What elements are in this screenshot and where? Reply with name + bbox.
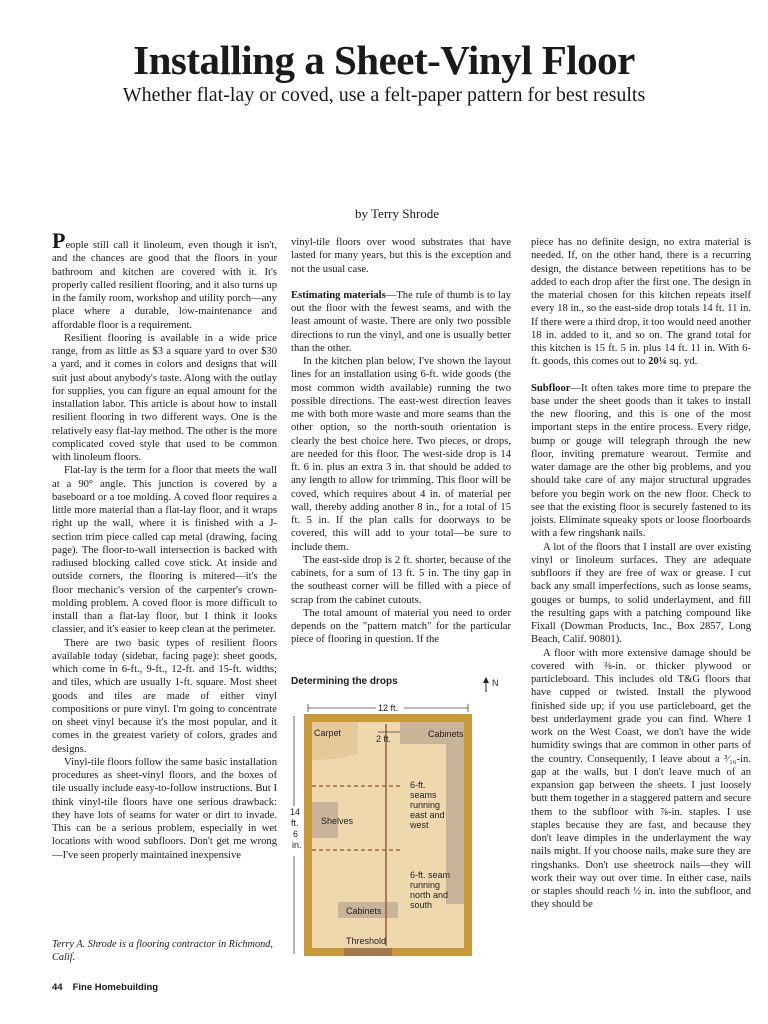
paragraph: A lot of the floors that I install are over existing vinyl or linoleum surfaces. They are adequate subfloors if they are free of wax or grease. I cut back any small imperfections, such as loose seams, gouges or bumps, to solid underlayment, and fill the resulting gaps with a patching compound like Fixall (Dowman Products, Inc., Box 2857, Long Beach, Calif. 90801). — [531, 541, 751, 646]
height-label: 6 — [293, 829, 299, 839]
paragraph: There are two basic types of resilient floors available today (sidebar, facing page): sheet goods, which come in 6-ft., 9-ft., 12-ft. and 15-ft. widths; and tiles, which are usually 1-ft. square. Most sheet goods and tiles are made of either vinyl compositions or pure vinyl. I'm going to concentrate on sheet vinyl because it's the most popular, and it comes in the greatest variety of colors, grades and designs. — [52, 637, 277, 755]
total-value: 20¼ — [648, 356, 667, 368]
paragraph — [531, 382, 751, 541]
height-label: ft. — [291, 818, 299, 828]
article-title: Installing a Sheet-Vinyl Floor — [133, 37, 635, 83]
paragraph: Resilient flooring is available in a wide price range, from as little as $3 a square yard to over $30 a yard, and it comes in colors and designs that will suit just about anybody's taste. Along with the outlay for supplies, you can figure an equal amount for the installation labor. This article is about how to install resilient flooring in two different ways. One is the relatively easy flat-lay method. The other is the more complicated coved style that used to be common with linoleum floors. — [52, 332, 277, 463]
label-ew-note: west — [410, 820, 429, 830]
label-ns-note: running — [410, 880, 441, 890]
height-label: in. — [292, 840, 302, 850]
label-ns-note: north and — [410, 890, 449, 900]
paragraph-text: —It often takes more time to prepare the base under the sheet goods than it takes to install the new flooring, and this is one of the most important steps in the entire process. Every ridge, bump or gouge will telegraph through the new floor, inviting premature wearout. Termite and water damage are the other big problems, and you should take care of any major structural upgrades before you begin work on the new floor. Check to see that the existing floor is securely fastened to its joists. Eliminate squeaky spots or loose floorboards with a few ringshank nails. — [531, 382, 751, 540]
paragraph: vinyl-tile floors over wood substrates that have lasted for many years, but this is the exception and not the usual case. — [291, 237, 511, 275]
paragraph — [291, 289, 511, 355]
magazine-name: Fine Homebuilding — [72, 982, 159, 993]
paragraph-text: —The rule of thumb is to lay out the floor with the fewest seams, and with the least amount of waste. There are only two possible directions to run the vinyl, and one is usually better than the other. — [291, 289, 511, 354]
folio — [52, 982, 168, 993]
north-label: N — [492, 678, 499, 688]
width-label: 12 ft. — [378, 703, 399, 713]
column-3 — [531, 236, 751, 912]
label-ew-note: 6-ft. — [410, 780, 426, 790]
label-carpet: Carpet — [314, 728, 342, 738]
drop-cap: P — [52, 228, 66, 253]
label-cabinets-top: Cabinets — [428, 729, 464, 739]
author-bio: Terry A. Shrode is a flooring contractor in Richmond, Calif. — [52, 939, 274, 963]
section-head: Subfloor — [531, 382, 571, 394]
paragraph-text: piece has no definite design, no extra material is needed. If, on the other hand, there is a recurring design, the distance between repetitions has to be added to each drop after the first one. The design in the material chosen for this kitchen repeats itself every 18 in., so the east-side drop totals 14 ft. 11 in. If there were a third drop, it too would need another 18 in. added to it, and so on. The grand total for this kitchen is 15 ft. 5 in. plus 14 ft. 11 in. With 6-ft. goods, this comes out to — [531, 237, 751, 368]
paragraph — [52, 228, 277, 332]
threshold — [344, 948, 392, 956]
kitchen-plan-diagram — [288, 674, 512, 961]
byline: by Terry Shrode — [355, 206, 440, 221]
paragraph — [531, 236, 751, 369]
paragraph: The total amount of material you need to order depends on the "pattern match" for the particular piece of flooring in question. If the — [291, 607, 511, 646]
label-cabinets-bottom: Cabinets — [346, 906, 382, 916]
cabinets-east — [446, 744, 464, 904]
height-label: 14 — [290, 807, 301, 817]
paragraph-text: eople still call it linoleum, even though it isn't, and the chances are good that the floors in your bathroom and kitchen are covered with it. It's properly called resilient flooring, and it also turns up in the family room, workshop and utility porch—any place where a durable, low-maintenance and affordable floor is a requirement. — [52, 240, 277, 331]
paragraph: In the kitchen plan below, I've shown the layout lines for an installation using 6-ft. wide goods (the most common width available) running the two possible directions. The east-west direction leaves me with both more waste and more seams than the other option, so the north-south orientation is clearly the best choice here. Two pieces, or drops, are needed for this floor. The west-side drop is 14 ft. 6 in. plus an extra 3 in. that should be added to any length to allow for trimming. This floor will be coved, which requires about 4 in. of material per wall, thereby adding another 8 in., for a total of 15 ft. 5 in. If the plan calls for doorways to be covered, this will add to your total—be sure to include them. — [291, 356, 511, 553]
label-ew-note: running — [410, 800, 441, 810]
label-ns-note: 6-ft. seam — [410, 870, 451, 880]
column-1 — [52, 228, 277, 862]
label-ew-note: east and — [410, 810, 445, 820]
figure-title: Determining the drops — [291, 676, 398, 687]
column-2 — [291, 236, 511, 647]
label-two-ft: 2 ft. — [376, 734, 392, 744]
page-number: 44 — [52, 982, 63, 993]
paragraph-text: sq. yd. — [666, 356, 698, 368]
north-arrowhead-icon — [483, 677, 489, 683]
paragraph: A floor with more extensive damage should be covered with ⅜-in. or thicker plywood or particleboard. This includes old T&G floors that have cupped or twisted. Install the plywood finished side up; if you use particleboard, get the best underlayment grade you can find. Where I work on the West Coast, we don't have the wide humidity swings that are common in other parts of the country. Consequently, I leave about a ³⁄₁₆-in. gap at the walls, but I don't leave much of an expansion gap between the sheets. I just loosely butt them together in a staggered pattern and secure them to the subfloor with ⅞-in. staples. I use staples because they are fast, and because they don't leave dimples in the underlayment the way nails might. If you choose nails, make sure they are ringshanks. Don't use sheetrock nails—they will work their way out over time. In either case, nails or staples should reach ½ in. into the subfloor, and they should be — [531, 647, 751, 911]
paragraph: Vinyl-tile floors follow the same basic installation procedures as sheet-vinyl floors, and the boxes of tile usually include easy-to-follow instructions. But I think vinyl-tile floors have one serious drawback: they have lots of seams for water or dirt to invade. This can be a serious problem, especially in wet locations with wood subfloors. Don't get me wrong—I've seen properly maintained inexpensive — [52, 756, 277, 861]
article-subtitle: Whether flat-lay or coved, use a felt-paper pattern for best results — [122, 84, 646, 106]
label-ns-note: south — [410, 900, 433, 910]
label-threshold: Threshold — [346, 936, 387, 946]
label-shelves: Shelves — [321, 816, 354, 826]
paragraph: The east-side drop is 2 ft. shorter, because of the cabinets, for a sum of 13 ft. 5 in. The tiny gap in the southeast corner will be filled with a piece of scrap from the cabinet cutouts. — [291, 554, 511, 606]
paragraph: Flat-lay is the term for a floor that meets the wall at a 90° angle. This junction is covered by a baseboard or a toe molding. A coved floor requires a little more material than a flat-lay floor, and it wraps right up the wall, where it is finished with a J-section trim piece called cap metal (drawing, facing page). The floor-to-wall intersection is backed with radiused blocking called cove stick. At inside and outside corners, the flooring is mitered—it's the floor mechanic's version of the carpenter's crown-molding problem. A coved floor is more difficult to install than a flat-lay floor, but I think it looks classier, and it's easier to keep clean at the perimeter. — [52, 465, 277, 636]
label-ew-note: seams — [410, 790, 437, 800]
section-head: Estimating materials — [291, 289, 386, 301]
